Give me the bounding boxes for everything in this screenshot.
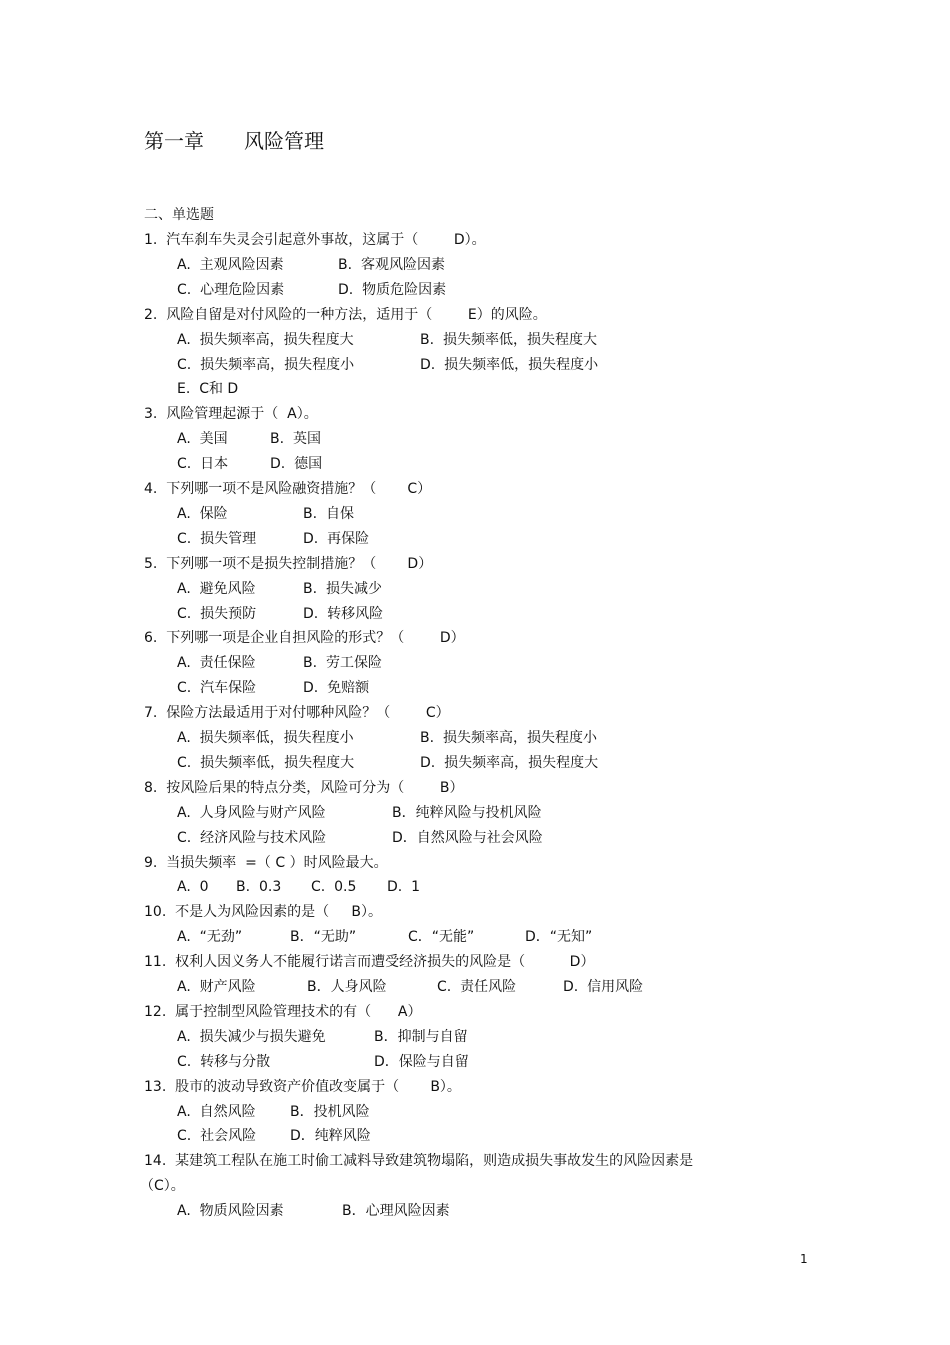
answer-option: B．纯粹风险与投机风险 (392, 804, 542, 821)
answer-option: D. 再保险 (303, 530, 370, 547)
answer-option: A. 损失频率高，损失程度大 (177, 331, 354, 348)
answer-option: A. 避免风险 (177, 580, 256, 597)
answer-option: C. 损失预防 (177, 605, 257, 622)
answer-option: A. 损失频率低，损失程度小 (177, 730, 354, 746)
answer-option: C. 责任风险 (437, 979, 517, 995)
chapter-title: 风险管理 (244, 129, 324, 153)
answer-option: B. 客观风险因素 (338, 256, 445, 273)
answer-option: D. 免赔额 (303, 680, 370, 697)
answer-option: B．投机风险 (290, 1103, 370, 1120)
question-stem: 14. 某建筑工程队在施工时偷工减料导致建筑物塌陷，则造成损失事故发生的风险因素是 (144, 1153, 694, 1170)
answer-option: A. 财产风险 (177, 979, 256, 995)
question-stem: 8. 按风险后果的特点分类，风险可分为（ B） (144, 779, 464, 796)
section-heading: 二、单选题 (144, 207, 214, 223)
answer-option: D. 物质危险因素 (338, 281, 447, 298)
question-stem: 10. 不是人为风险因素的是（ B）。 (144, 904, 383, 921)
answer-option: D. 转移风险 (303, 605, 384, 622)
page-number: 1 (800, 1252, 808, 1266)
question-stem: 11. 权利人因义务人不能履行诺言而遭受经济损失的风险是（ D） (144, 954, 595, 971)
answer-option: D. 信用风险 (563, 979, 644, 995)
answer-option: C．“无能” (408, 929, 475, 946)
answer-option: B．“无助” (290, 929, 357, 946)
question-stem: 12. 属于控制型风险管理技术的有（ A） (144, 1003, 422, 1020)
answer-option: A. 主观风险因素 (177, 256, 284, 273)
answer-option: C. 经济风险与技术风险 (177, 829, 327, 846)
answer-option: A. 0 (177, 879, 209, 896)
question-stem: 3. 风险管理起源于（ A）。 (144, 406, 318, 423)
question-stem: 13. 股市的波动导致资产价值改变属于（ B）。 (144, 1078, 461, 1095)
answer-option: A. 责任保险 (177, 655, 256, 672)
answer-option: C. 损失频率高，损失程度小 (177, 356, 355, 373)
answer-option: D．纯粹风险 (290, 1128, 371, 1145)
answer-option: B．心理风险因素 (342, 1203, 450, 1220)
answer-option: D．自然风险与社会风险 (392, 829, 543, 846)
question-stem: 2. 风险自留是对付风险的一种方法，适用于（ E）的风险。 (144, 306, 547, 323)
question-stem: 1. 汽车刹车失灵会引起意外事故，这属于（ D）。 (144, 232, 486, 248)
answer-option: D．保险与自留 (374, 1053, 469, 1070)
answer-option: B．抑制与自留 (374, 1028, 468, 1045)
answer-option: B. 劳工保险 (303, 655, 382, 672)
answer-option: B. 自保 (303, 505, 354, 522)
answer-option: A. 保险 (177, 505, 228, 522)
answer-option: C. 社会风险 (177, 1128, 257, 1145)
answer-option: A. 美国 (177, 431, 228, 448)
answer-option: A. 损失减少与损失避免 (177, 1028, 326, 1045)
answer-option: C. 损失管理 (177, 530, 257, 547)
answer-option: B. 损失减少 (303, 580, 382, 597)
answer-option: A. 物质风险因素 (177, 1203, 284, 1220)
chapter-number: 第一章 (144, 129, 204, 153)
answer-option: B. 损失频率高，损失程度小 (420, 730, 597, 746)
question-stem-continued: （C）。 (140, 1178, 185, 1195)
answer-option: C. 汽车保险 (177, 680, 257, 697)
question-stem: 7. 保险方法最适用于对付哪种风险？（ C） (144, 705, 450, 722)
answer-option: C. 转移与分散 (177, 1053, 271, 1070)
question-stem: 4. 下列哪一项不是风险融资措施？（ C） (144, 481, 432, 497)
answer-option: D. 1 (387, 879, 421, 896)
answer-option: C. 损失频率低，损失程度大 (177, 754, 355, 771)
answer-option: B. 损失频率低，损失程度大 (420, 331, 597, 348)
answer-option: D. 损失频率低，损失程度小 (420, 356, 599, 373)
answer-option: C. 心理危险因素 (177, 281, 285, 298)
answer-option: C. 日本 (177, 456, 229, 473)
question-stem: 5. 下列哪一项不是损失控制措施？（ D） (144, 555, 433, 572)
answer-option: D. 德国 (270, 456, 323, 473)
question-stem: 6. 下列哪一项是企业自担风险的形式？（ D） (144, 630, 465, 647)
answer-option: C. 0.5 (311, 879, 357, 896)
answer-option: B. 0.3 (236, 879, 282, 896)
answer-option: A. “无劲” (177, 929, 243, 946)
answer-option: B. 英国 (270, 431, 321, 448)
answer-option: A. 人身风险与财产风险 (177, 804, 326, 821)
question-stem: 9. 当损失频率 =（ C ）时风险最大。 (144, 854, 388, 871)
answer-option: D. 损失频率高，损失程度大 (420, 754, 599, 771)
answer-option: D．“无知” (525, 929, 593, 946)
answer-option: B．人身风险 (307, 979, 387, 995)
answer-option: A. 自然风险 (177, 1103, 256, 1120)
answer-option: E. C和 D (177, 381, 239, 398)
